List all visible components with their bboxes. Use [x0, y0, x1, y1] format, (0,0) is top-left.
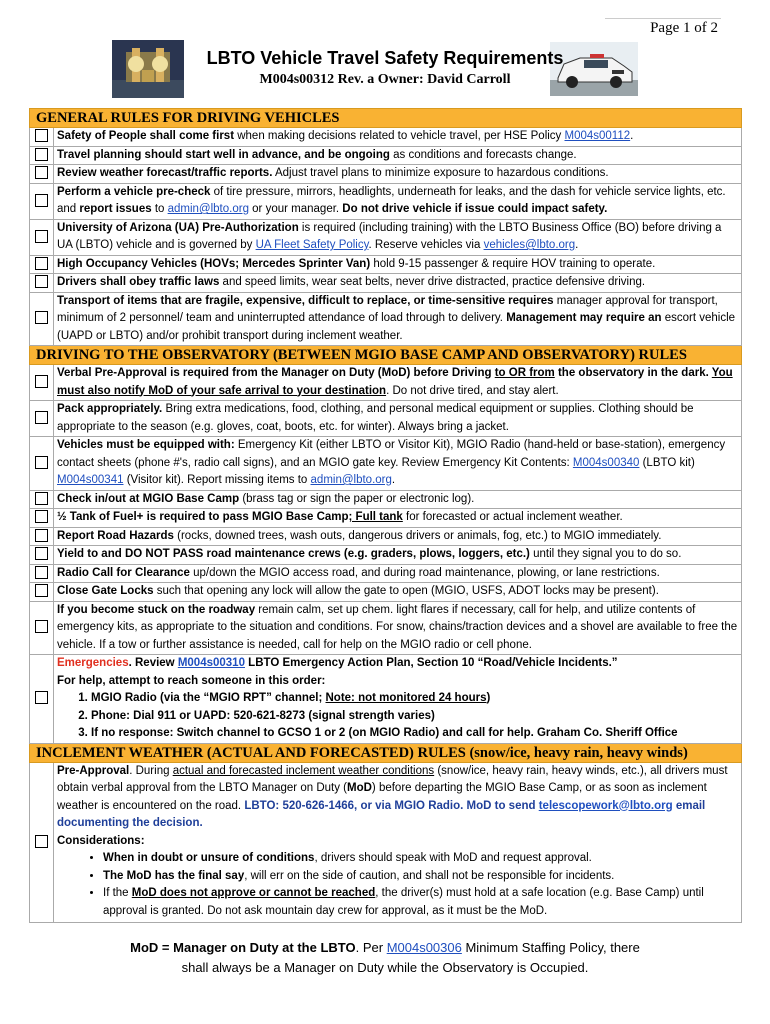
checkbox[interactable] — [35, 148, 48, 161]
checkbox[interactable] — [35, 375, 48, 388]
document-subtitle: M004s00312 Rev. a Owner: David Carroll — [259, 72, 511, 87]
rule-row — [30, 146, 742, 165]
email-link[interactable]: admin@lbto.org — [310, 474, 392, 486]
doc-link[interactable]: M004s00306 — [386, 940, 462, 955]
rule-text: Transport of items that are fragile, expensive, difficult to replace, or time-sensitive requires manager approval for transport, minimum of 2 personnel/ team and uninterrupted attendance of load through to delivery. Management may require an escort vehicle (UAPD or LBTO) and/or prohibit transport during inclement weather. — [54, 292, 742, 346]
rule-row — [30, 601, 742, 655]
rule-row — [30, 437, 742, 491]
checkbox[interactable] — [35, 584, 48, 597]
doc-link[interactable]: M004s00340 — [572, 456, 640, 469]
rule-row — [30, 655, 742, 744]
rule-text: Report Road Hazards (rocks, downed trees, wash outs, dangerous drivers or animals, fog, etc.) to MGIO immediately. — [54, 527, 742, 546]
policy-link[interactable]: M004s00112 — [564, 130, 631, 142]
rule-text: Pack appropriately. Bring extra medications, food, clothing, and personal medical equipment or supplies. Clothing should be appropriate to the season (e.g. gloves, coat, boots, etc. for winter). Always bring a jacket. — [54, 401, 742, 437]
policy-link[interactable]: UA Fleet Safety Policy — [255, 239, 369, 251]
email-link[interactable]: vehicles@lbto.org — [483, 239, 576, 251]
rule-row — [30, 165, 742, 184]
list-item: • The MoD has the final say, will err on the side of caution, and shall not be responsible for incidents. — [103, 868, 738, 886]
page-number: Page 1 of 2 — [650, 20, 718, 36]
rule-text: Drivers shall obey traffic laws and speed limits, wear seat belts, never drive distracted, practice defensive driving. — [54, 274, 742, 293]
rule-row — [30, 274, 742, 293]
rule-text: Vehicles must be equipped with: Emergency Kit (either LBTO or Visitor Kit), MGIO Radio (hand-held or base-station), emergency contact sheets (phone #'s, radio call signs), and an MGIO gate key. Review Emergency Kit Contents: M004s00340 (LBTO kit) M004s00341 (Visitor kit). Report missing items to admin@lbto.org. — [54, 437, 742, 491]
rule-row — [30, 762, 742, 923]
rule-text: Perform a vehicle pre-check of tire pressure, mirrors, headlights, underneath for leaks, and the dash for vehicle service lights, etc. and report issues to admin@lbto.org or your manager. Do not drive vehicle if issue could impact safety. — [54, 183, 742, 219]
checkbox[interactable] — [35, 230, 48, 243]
rule-row — [30, 292, 742, 346]
rule-text: University of Arizona (UA) Pre-Authorization is required (including training) with the LBTO Business Office (BO) before driving a UA (LBTO) vehicle and is governed by UA Fleet Safety Policy. Reserve vehicles via vehicles@lbto.org. — [54, 219, 742, 255]
list-item: 1. MGIO Radio (via the “MGIO RPT” channel; Note: not monitored 24 hours) — [91, 690, 738, 708]
footer-note: MoD = Manager on Duty at the LBTO. Per M004s00306 Minimum Staffing Policy, there shall always be a Manager on Duty while the Observatory is Occupied. — [130, 940, 640, 975]
checkbox[interactable] — [35, 510, 48, 523]
rule-text: Safety of People shall come first when making decisions related to vehicle travel, per HSE Policy M004s00112. — [54, 128, 742, 147]
checkbox[interactable] — [35, 492, 48, 505]
checkbox[interactable] — [35, 547, 48, 560]
checkbox[interactable] — [35, 194, 48, 207]
checkbox[interactable] — [35, 411, 48, 424]
checkbox[interactable] — [35, 566, 48, 579]
section-header-driving: DRIVING TO THE OBSERVATORY (BETWEEN MGIO BASE CAMP AND OBSERVATORY) RULES — [30, 346, 742, 365]
rule-row — [30, 564, 742, 583]
rules-table — [29, 108, 742, 923]
document-title: LBTO Vehicle Travel Safety Requirements — [206, 48, 564, 68]
rule-row — [30, 583, 742, 602]
rule-text: ½ Tank of Fuel+ is required to pass MGIO Base Camp; Full tank for forecasted or actual inclement weather. — [54, 509, 742, 528]
rule-row — [30, 255, 742, 274]
checkbox[interactable] — [35, 275, 48, 288]
page-rule — [605, 18, 721, 19]
rule-text: Radio Call for Clearance up/down the MGIO access road, and during road maintenance, plowing, or lane restrictions. — [54, 564, 742, 583]
rule-text: Yield to and DO NOT PASS road maintenance crews (e.g. graders, plows, loggers, etc.) until they signal you to do so. — [54, 546, 742, 565]
rule-text: High Occupancy Vehicles (HOVs; Mercedes Sprinter Van) hold 9-15 passenger & require HOV training to operate. — [54, 255, 742, 274]
rule-row — [30, 490, 742, 509]
section-header-weather: INCLEMENT WEATHER (ACTUAL AND FORECASTED) RULES (snow/ice, heavy rain, heavy winds) — [30, 743, 742, 762]
checkbox[interactable] — [35, 129, 48, 142]
rule-text: Emergencies. Review M004s00310 LBTO Emergency Action Plan, Section 10 “Road/Vehicle Incidents.” For help, attempt to reach someone in this order: 1. MGIO Radio (via the “MGIO RPT” channel; Note: not monitored 24 hours) 2. Phone: Dial 911 or UAPD: 520-621-8273 (signal strength varies) 3. If no response: Switch channel to GCSO 1 or 2 (on MGIO Radio) and call for help. Graham Co. Sheriff Office — [54, 655, 742, 744]
list-item: • When in doubt or unsure of conditions, drivers should speak with MoD and request approval. — [103, 850, 738, 868]
checkbox[interactable] — [35, 529, 48, 542]
rule-row — [30, 546, 742, 565]
list-item: 3. If no response: Switch channel to GCSO 1 or 2 (on MGIO Radio) and call for help. Graham Co. Sheriff Office — [91, 725, 738, 743]
doc-link[interactable]: M004s00341 — [57, 474, 124, 486]
rule-row — [30, 183, 742, 219]
rule-text: Review weather forecast/traffic reports. Adjust travel plans to minimize exposure to hazardous conditions. — [54, 165, 742, 184]
checkbox[interactable] — [35, 166, 48, 179]
rule-row — [30, 365, 742, 401]
contact-order-list — [57, 690, 738, 743]
rule-text: Close Gate Locks such that opening any lock will allow the gate to open (MGIO, USFS, ADOT locks may be present). — [54, 583, 742, 602]
list-item: 2. Phone: Dial 911 or UAPD: 520-621-8273 (signal strength varies) — [91, 708, 738, 726]
rule-text: Verbal Pre-Approval is required from the Manager on Duty (MoD) before Driving to OR from the observatory in the dark. You must also notify MoD of your safe arrival to your destination. Do not drive tired, and stay alert. — [54, 365, 742, 401]
rule-text: If you become stuck on the roadway remain calm, set up chem. light flares if necessary, call for help, and utilize contents of emergency kits, as appropriate to the situation and conditions. For snow, chains/traction devices and a shovel are available to free the vehicle. If a tow or further assistance is needed, call for help on the MGIO radio or cell phone. — [54, 601, 742, 655]
rule-row — [30, 509, 742, 528]
rule-row — [30, 527, 742, 546]
checkbox[interactable] — [35, 620, 48, 633]
checkbox[interactable] — [35, 257, 48, 270]
checkbox[interactable] — [35, 691, 48, 704]
rule-text: Pre-Approval. During actual and forecasted inclement weather conditions (snow/ice, heavy rain, heavy winds, etc.), all drivers must obtain verbal approval from the LBTO Manager on Duty (MoD) before departing the MGIO Base Camp, or as soon as inclement weather is encountered on the road. LBTO: 520-626-1466, or via MGIO Radio. MoD to send telescopework@lbto.org email documenting the decision. Considerations: • When in doubt or unsure of conditions, drivers should speak with MoD and request approval. • The MoD has the final say, will err on the side of caution, and shall not be responsible for incidents. • If the MoD does not approve or cannot be reached, the driver(s) must hold at a safe location (e.g. Base Camp) until approval is granted. Do not ask mountain day crew for approval, as it must be the MoD. — [54, 762, 742, 923]
doc-link[interactable]: M004s00310 — [177, 657, 245, 669]
checkbox[interactable] — [35, 835, 48, 848]
considerations-list — [57, 850, 738, 920]
list-item: • If the MoD does not approve or cannot be reached, the driver(s) must hold at a safe location (e.g. Base Camp) until approval is granted. Do not ask mountain day crew for approval, as it must be the MoD. — [103, 885, 738, 920]
email-link[interactable]: admin@lbto.org — [167, 203, 249, 215]
rule-row — [30, 219, 742, 255]
section-header-general: GENERAL RULES FOR DRIVING VEHICLES — [30, 109, 742, 128]
checkbox[interactable] — [35, 311, 48, 324]
checkbox[interactable] — [35, 456, 48, 469]
rule-row — [30, 401, 742, 437]
rule-text: Travel planning should start well in advance, and be ongoing as conditions and forecasts change. — [54, 146, 742, 165]
rule-row — [30, 128, 742, 147]
rule-text: Check in/out at MGIO Base Camp (brass tag or sign the paper or electronic log). — [54, 490, 742, 509]
email-link[interactable]: telescopework@lbto.org — [538, 799, 673, 812]
